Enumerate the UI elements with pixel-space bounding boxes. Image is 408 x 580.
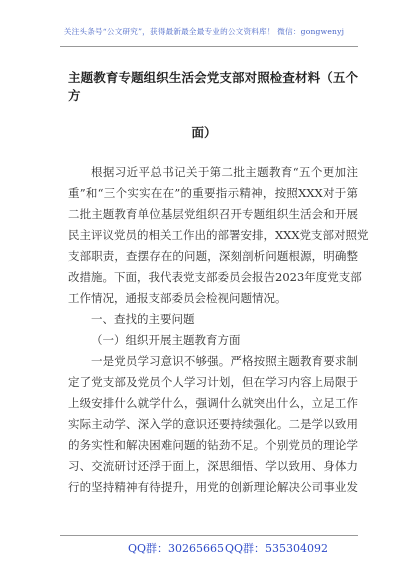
body-line: 民主评议党员的相关工作出的部署安排，XXX党支部对照党	[68, 228, 369, 242]
footer-qq-group-1: QQ群：30265665	[128, 542, 225, 555]
body-line: 上级安排什么就学什么，强调什么就突出什么，立足工作	[68, 396, 358, 410]
subsection-heading: （一）组织开展主题教育方面	[91, 333, 241, 347]
section-heading: 一、查找的主要问题	[91, 312, 195, 326]
body-line: 一是党员学习意识不够强。严格按照主题教育要求制	[91, 354, 358, 368]
header-promo-note: 关注头条号“公文研究”，获得最新最全最专业的公文资料库！ 微信：gongwenyj	[63, 27, 345, 36]
body-line: 习、交流研讨还浮于面上，深思细悟、学以致用、身体力	[68, 459, 358, 473]
body-line: 支部职责，查摆存在的问题，深刻剖析问题根源，明确整	[68, 249, 358, 263]
body-line: 重”和“三个实实在在”的重要指示精神，按照XXX对于第	[68, 186, 358, 200]
body-line: 根据习近平总书记关于第二批主题教育“五个更加注	[91, 165, 358, 179]
body-line: 改措施。下面，我代表党支部委员会报告2023年度党支部	[68, 270, 362, 284]
body-line: 定了党支部及党员个人学习计划，但在学习内容上局限于	[68, 375, 358, 389]
header-divider	[60, 46, 358, 47]
body-line: 二批主题教育单位基层党组织召开专题组织生活会和开展	[68, 207, 358, 221]
footer-qq-group-2: QQ群：535304092	[225, 542, 329, 555]
document-title-line-1: 主题教育专题组织生活会党支部对照检查材料（五个方	[68, 70, 358, 103]
footer-divider	[60, 535, 358, 536]
document-title-line-2: 面）	[191, 125, 217, 140]
body-line: 实际主动学、深入学的意识还要持续强化。二是学以致用	[68, 417, 358, 431]
document-body	[68, 162, 369, 498]
body-line: 工作情况，通报支部委员会检视问题情况。	[68, 291, 287, 305]
body-line: 行的坚持精神有待提升，用党的创新理论解决公司事业发	[68, 480, 358, 494]
body-line: 的务实性和解决困难问题的钻劲不足。个别党员的理论学	[68, 438, 358, 452]
